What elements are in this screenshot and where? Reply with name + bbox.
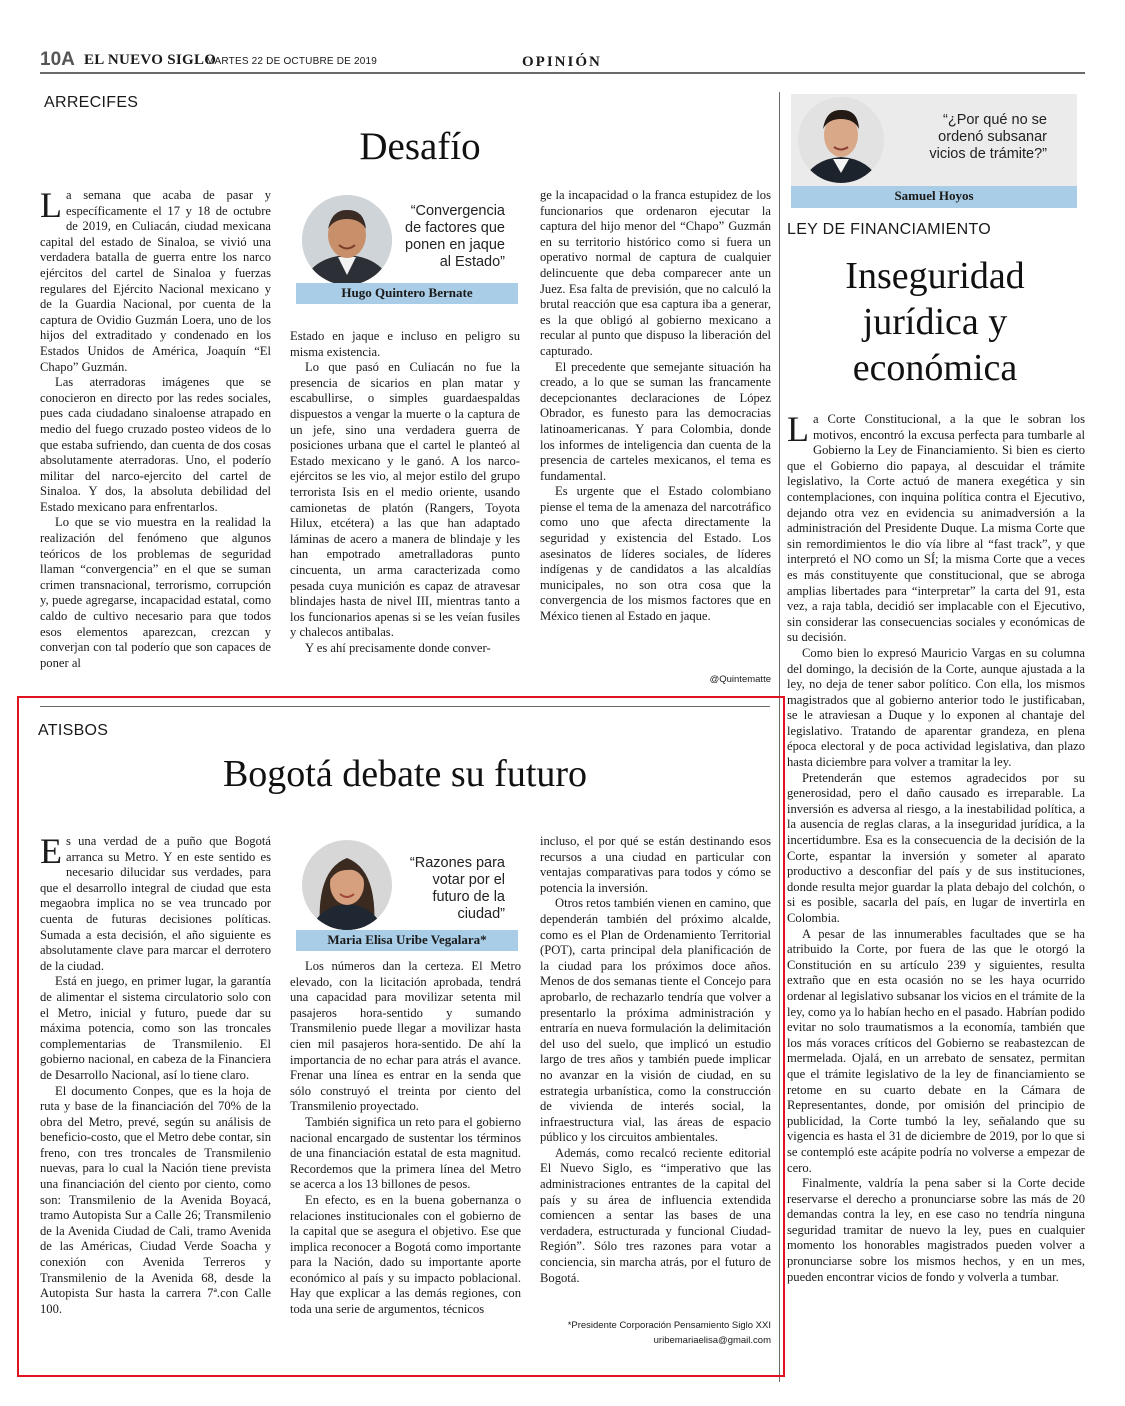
page-number: 10A xyxy=(40,49,75,70)
paragraph: También significa un reto para el gobierno nacional encargado de sustentar los términos de una financiación estatal de esta magnitud. Recordemos que la primera línea del Metro se acerca a los 13 billones de pesos. xyxy=(290,1114,521,1192)
paragraph: Otros retos también vienen en camino, que dependerán también del próximo alcalde, como es el Plan de Ordenamiento Territorial (POT), carta principal dela planificación de la ciudad para los próximos doce años. Menos de dos semanas tiente el Concejo para aprobarlo, de rechazarlo tendría que volver a presentarlo la próxima administración y entraría en nueva formulación la delimitación del uso del suelo, que implicó un estudio largo de tres años y también puede implicar no avanzar en la visión de ciudad, en su estrategia urbanística, como la construcción de vivienda de interés social, la infraestructura vial, las áreas de espacio público y los circuitos ambientales. xyxy=(540,896,771,1145)
atisbos-title: Bogotá debate su futuro xyxy=(222,753,588,795)
paragraph: El precedente que semejante situación ha creado, a lo que se suman las francamente decepcionantes declaraciones de López Obrador, es funesto para las democracias latinoamericanas. Y para Colombia, donde los informes de inteligencia dan cuenta de la presencia de carteles mexicanos, el tema es fundamental. xyxy=(540,359,771,483)
paragraph: Las aterradoras imágenes que se conocieron en directo por las redes sociales, pues cada ciudadano sinaloense atrapado en medio del fuego cruzado posteo videos de lo que estaba sufriendo, dan cuenta de dos cosas absolutamente aterradoras. Uno, el poderío militar del narco-ejercito del cartel de Sinaloa. Y dos, la absoluta debilidad del Estado mexicano para enfrentarlos. xyxy=(40,375,271,514)
arrecifes-kicker: ARRECIFES xyxy=(44,94,139,111)
author-email: uribemariaelisa@gmail.com xyxy=(653,1335,771,1346)
dropcap: L xyxy=(40,188,62,225)
paragraph: incluso, el por qué se están destinando esos recursos a una ciudad en particular con ventajas comparativas para todos y cómo se potencia la inversión. xyxy=(540,834,771,895)
ley-kicker: LEY DE FINANCIAMIENTO xyxy=(787,221,991,238)
dropcap: E xyxy=(40,834,62,871)
arrecifes-pull-quote: “Convergencia de factores que ponen en jaque al Estado” xyxy=(405,203,505,270)
paragraph: Como bien lo expresó Mauricio Vargas en su columna del domingo, la decisión de la Corte, aunque ajustada a la ley, no deja de tener sabor político. Con ella, los mismos magistrados que al gobierno anterior todo le justificaban, se le atraviesan a Duque y lo exponen al chantaje del legislativo. Tratando de aparentar grandeza, en plena época electoral y de poca actividad legislativa, dan plazo hasta diciembre para volver a tramitar la ley. xyxy=(787,645,1085,770)
ley-column xyxy=(787,412,1085,1352)
highlight-box xyxy=(17,696,785,1377)
paragraph: Y es ahí precisamente donde conver- xyxy=(305,640,491,655)
paragraph: A pesar de las innumerables facultades que se ha atribuido la Corte, por fuera de las que le otorgó la Constitución en su artículo 239 y siguientes, resulta extraño que en esta ocasión no se les haya ocurrido ordenar al legislativo subsanar los vicios en el trámite de la ley, como ya lo habían hecho en el pasado. Habrían podido evitar no solo traumatismos a la economía, también que los más voraces críticos del Gobierno se reabastezcan de mermelada. Ojalá, en un arrebato de sensatez, permitan que el trámite legislativo de la ley de financiamiento se retome en su cuarto debate en la Cámara de Representantes, donde, por omisión del principio de publicidad, la Corte tumbó la ley, señalando que su vigencia es hasta el 31 de diciembre de 2019, por lo que si se contempló este acápite podría no volverse a empezar de cero. xyxy=(787,926,1085,1175)
paragraph: Está en juego, en primer lugar, la garantía de alimentar el sistema circulatorio solo con el Metro, inicial y futuro, puede dar su máxima potencia, como son las troncales complementarias de Transmilenio. El gobierno nacional, en cabeza de la Financiera de Desarrollo Nacional, así lo tiene claro. xyxy=(40,974,271,1082)
portrait-icon xyxy=(302,195,392,285)
paragraph: Es urgente que el Estado colombiano piense el tema de la amenaza del narcotráfico como uno que afecta directamente la seguridad y existencia del Estado. Los asesinatos de líderes sociales, de líderes indígenas y de candidatos a las alcaldías municipales, no son otra cosa que la convergencia de los mismos factores que en México tienen al Estado en jaque. xyxy=(540,484,771,624)
paragraph: Estado en jaque e incluso en peligro su misma existencia. xyxy=(290,329,520,359)
issue-date: MARTES 22 DE OCTUBRE DE 2019 xyxy=(206,56,378,67)
author-handle: @Quintematte xyxy=(709,674,771,685)
arrecifes-column-1 xyxy=(40,188,271,686)
paragraph: s una verdad de a puño que Bogotá arranca su Metro. Y en este sentido es necesario dilucidar sus verdades, para que el desarrollo integral de ciudad que esta megaobra implica no se vea truncado por cuenta de futuras decisiones políticas. Sumada a esta decisión, el año siguiente es absolutamente clave para marcar el derrotero de la ciudad. xyxy=(40,834,271,973)
paragraph: Pretenderán que estemos agradecidos por su generosidad, pero el daño causado es irreparable. La inversión es adversa al riesgo, a la inestabilidad política, a la ausencia de reglas claras, a la inseguridad jurídica, a la incertidumbre. Esa es la consecuencia de la decisión de la Corte, espantar la inversión y someter al aparato productivo a desconfiar del país y de sus instituciones, donde resulta mejor guardar la plata debajo del colchón, o si es posible, sacarla del país, en lugar de invertirla en Colombia. xyxy=(787,770,1085,925)
author-footnote: *Presidente Corporación Pensamiento Siglo XXI xyxy=(567,1320,771,1331)
arrecifes-column-3 xyxy=(540,188,771,671)
paragraph: a semana que acaba de pasar y específicamente el 17 y 18 de octubre de 2019, en Culiacán, ciudad mexicana capital del estado de Sinaloa, se vivió una verdadera batalla de guerra entre los narco ejércitos del cartel de Sinaloa y fuerzas regulares del Ejército Nacional mexicano y de la Guardia Nacional, por cuenta de la captura de Ovidio Guzmán Loera, uno de los hijos del extraditado y condenado en los Estados Unidos de América, Joaquín “El Chapo” Guzmán. xyxy=(40,188,271,374)
atisbos-pull-quote: “Razones para votar por el futuro de la ciudad” xyxy=(409,855,505,922)
atisbos-kicker: ATISBOS xyxy=(38,722,109,739)
paragraph: En efecto, es en la buena gobernanza o relaciones institucionales con el gobierno de la capital que se asegura el objetivo. Ese que implica reconocer a Bogotá como importante para la Nación, dado su importante aporte económico al país y su impacto poblacional. Hay que explicar a las demás regiones, con toda una serie de argumentos, técnicos xyxy=(290,1192,521,1317)
author-photo-hugo xyxy=(302,195,392,285)
newspaper-name: EL NUEVO SIGLO xyxy=(84,52,217,68)
ley-pull-quote: “¿Por qué no se ordenó subsanar vicios de trámite?” xyxy=(929,112,1047,162)
paragraph: ge la incapacidad o la franca estupidez de los funcionarios que ordenaron ejecutar la captura del hijo menor del “Chapo” Guzmán en su territorio histórico como si fuera un operativo normal de captura de cualquier delincuente que deba comparecer ante un Juez. Esa falta de previsión, que no calculó la brutal reacción que esa captura iba a generar, es la que obligó al gobierno mexicano a recular al punto que dispuso la liberación del capturado. xyxy=(540,188,771,358)
paragraph: a Corte Constitucional, a la que le sobran los motivos, encontró la excusa perfecta para tumbarle al Gobierno la Ley de Financiamiento. Si bien es cierto que el Gobierno dio papaya, al descuidar el trámite legislativo, la Corte actuó de manera exegética y sin contemplaciones, con inquina política contra el Ejecutivo, dejando otra vez en evidencia su animadversión a la administración del Presidente Duque. La misma Corte que sin remordimientos le dio vía libre al “fast track”, y que interpretó el NO como un SÍ; la misma Corte que a veces es más constituyente que constitucional, que se abroga amplias libertades para “interpretar” la carta del 91, esta vez, a raja tabla, decidió ser implacable con el Ejecutivo, sin considerar las consecuencias sociales y económicas de su decisión. xyxy=(787,412,1085,645)
portrait-icon xyxy=(798,97,884,183)
section-name: OPINIÓN xyxy=(522,54,602,70)
atisbos-byline: Maria Elisa Uribe Vegalara* xyxy=(296,930,518,951)
paragraph: El documento Conpes, que es la hoja de ruta y base de la financiación del 70% de la obra del Metro, prevé, según su análisis de beneficio-costo, que el Metro debe contar, sin freno, con tres troncales de Transmilenio nuevas, para lo cual la Nación tiene prevista una financiación del ciento por ciento, como son: Transmilenio de la Avenida Boyacá, tramo Autopista Sur a Calle 26; Transmilenio de la Avenida Ciudad de Cali, tramo Avenida de las Américas, Ciudad Verde Soacha y conexión con Avenida Terreros y Transmilenio de la Avenida 68, desde la Autopista Sur hasta la carrera 7ª.con Calle 100. xyxy=(40,1083,271,1316)
paragraph: Lo que pasó en Culiacán no fue la presencia de sicarios en plan matar y escabullirse, o simples guardaespaldas dispuestos a vengar la muerte o la captura de un jefe, sino una verdadera guerra de posiciones urbana que el cartel le planteó al Estado mexicano y le ganó. A los narco-ejércitos se les vio, al mejor estilo del grupo terrorista Isis en el medio oriente, usando camionetas de platón (Rangers, Toyota Hilux, etcétera) a las que han adaptado láminas de acero a manera de blindaje y les han empotrado ametralladoras punto cincuenta, un arma caracterizada como pesada cuya munición es capaz de atravesar blindajes hasta de nivel III, mientras tanto a los funcionarios apenas si se les veían fusiles y chalecos antibalas. xyxy=(290,360,520,640)
author-photo-samuel xyxy=(798,97,884,183)
paragraph: Los números dan la certeza. El Metro elevado, con la licitación aprobada, tendrá una capacidad para movilizar setenta mil pasajeros hora-sentido y sumando Transmilenio puede llegar a movilizar hasta cien mil pasajeros hora-sentido. De ahí la importancia de no echar para atrás el avance. Frenar una línea es entrar en la senda que sólo construyó el treinta por ciento del Transmilenio proyectado. xyxy=(290,959,521,1114)
paragraph: Además, como recalcó reciente editorial El Nuevo Siglo, es “imperativo que las administraciones entrantes de la capital del país y su área de influencia extendida comiencen a sentar las bases de una verdadera, estructurada y funcional Ciudad-Región”. Sólo tres razones para votar a conciencia, sin marcha atrás, por el futuro de Bogotá. xyxy=(540,1145,771,1285)
ley-byline: Samuel Hoyos xyxy=(791,186,1077,208)
arrecifes-byline: Hugo Quintero Bernate xyxy=(296,283,518,304)
arrecifes-column-2 xyxy=(290,329,520,686)
paragraph: Finalmente, valdría la pena saber si la Corte decide reservarse el derecho a pronunciarse sobre las más de 20 demandas contra la ley, en ese caso no tendría ninguna seguridad tramitar de nuevo la ley, pues en cualquier momento los honorables magistrados pueden volver a pronunciarse sobre los mismos hechos, y en un mes, pueden encontrar vicios de fondo y volverla a tumbar. xyxy=(787,1176,1085,1284)
arrecifes-title: Desafío xyxy=(359,125,481,168)
paragraph: Lo que se vio muestra en la realidad la realización del fenómeno que algunos teóricos de los problemas de seguridad llaman “convergencia” en el que se suman crimen transnacional, terrorismo, corrupción y, puede agregarse, incapacidad estatal, como caldo de cultivo necesario para que todos esos elementos aparezcan, crezcan y converjan con tal poderío que son capaces de poner al xyxy=(40,515,271,670)
masthead-rule xyxy=(40,72,1085,74)
ley-title: Inseguridad jurídica y económica xyxy=(845,255,1025,389)
dropcap: L xyxy=(787,412,809,449)
